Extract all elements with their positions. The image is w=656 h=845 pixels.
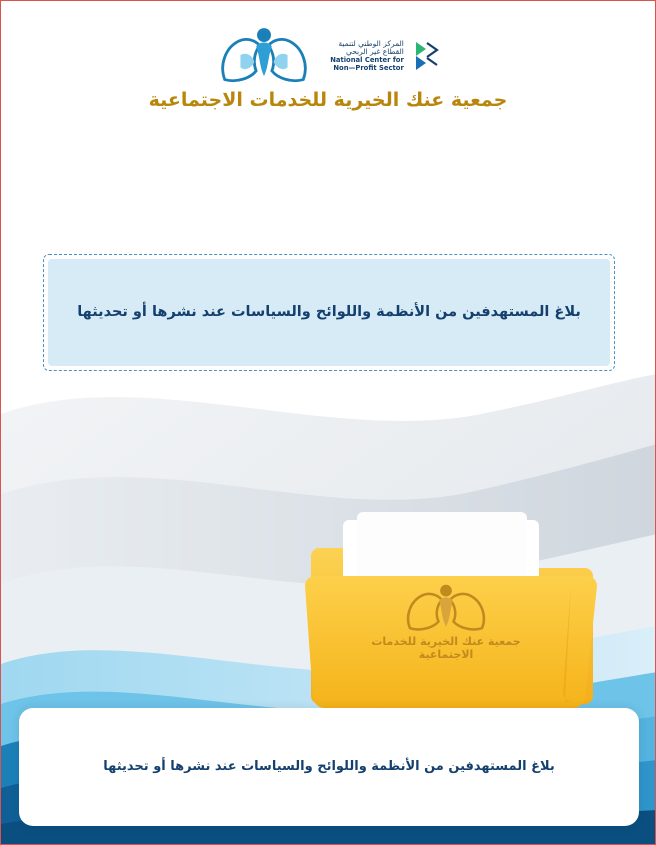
ncnp-arabic-line1: المركز الوطني لتنمية [338, 38, 404, 48]
header-logos [1, 21, 655, 91]
folder-crest-name: جمعية عنك الخيرية للخدمات الاجتماعية [371, 635, 521, 661]
ncnp-english-line1: National Center for [330, 55, 404, 64]
footer-title: بلاغ المستهدفين من الأنظمة واللوائح والسياسات عند نشرها أو تحديثها [103, 758, 555, 774]
ncnp-mark-icon [410, 39, 440, 73]
association-crest-icon [216, 25, 312, 87]
ncnp-logo [330, 39, 440, 73]
title-box-inner [48, 259, 610, 366]
ncnp-arabic-line2: القطاع غير الربحي [345, 47, 404, 57]
association-name: جمعية عنك الخيرية للخدمات الاجتماعية [148, 89, 508, 111]
yellow-folder-icon [301, 506, 601, 721]
ncnp-logo-text [330, 40, 404, 73]
document-title: بلاغ المستهدفين من الأنظمة واللوائح والسياسات عند نشرها أو تحديثها [77, 303, 581, 320]
footer-card [19, 708, 639, 826]
ncnp-english-line2: Non—Profit Sector [333, 63, 404, 72]
title-box [43, 254, 615, 371]
